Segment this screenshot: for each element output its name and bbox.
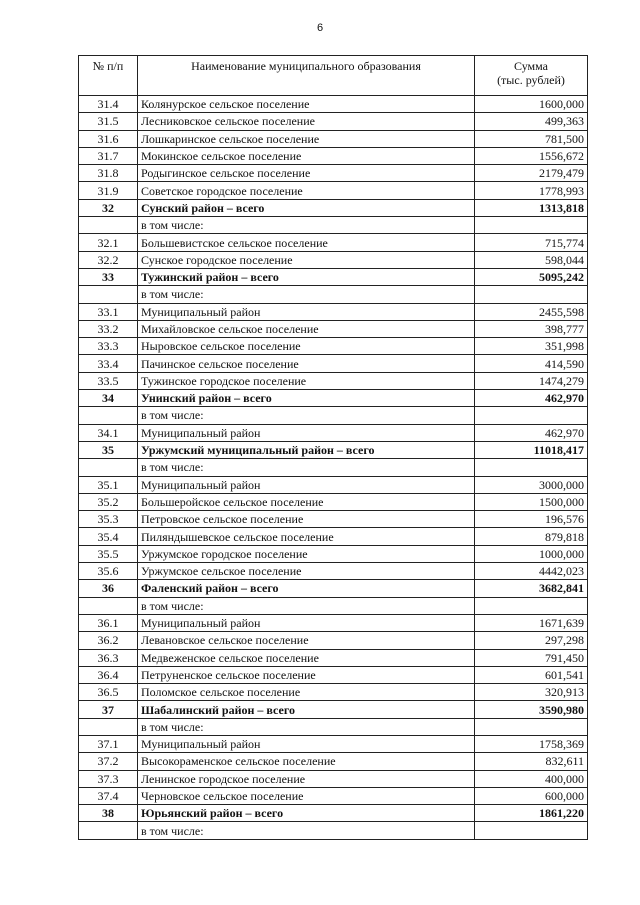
- row-sum: 781,500: [475, 130, 588, 147]
- header-sum-unit: (тыс. рублей): [497, 73, 565, 87]
- row-number: [79, 822, 138, 839]
- row-number: 31.6: [79, 130, 138, 147]
- table-row: [79, 632, 588, 649]
- row-sum: 5095,242: [475, 268, 588, 285]
- row-name: Муниципальный район: [138, 424, 475, 441]
- header-number: № п/п: [79, 56, 138, 96]
- table-row: [79, 649, 588, 666]
- row-name: Муниципальный район: [138, 735, 475, 752]
- row-name: Муниципальный район: [138, 614, 475, 631]
- table-row: [79, 372, 588, 389]
- row-sum: 351,998: [475, 338, 588, 355]
- row-sum: 400,000: [475, 770, 588, 787]
- row-sum: 791,450: [475, 649, 588, 666]
- row-name: Лошкаринское сельское поселение: [138, 130, 475, 147]
- row-name: в том числе:: [138, 822, 475, 839]
- table-row: [79, 407, 588, 424]
- row-sum: 2455,598: [475, 303, 588, 320]
- row-sum: [475, 597, 588, 614]
- table-row-total: [79, 701, 588, 718]
- row-number: [79, 459, 138, 476]
- row-number: 33.5: [79, 372, 138, 389]
- row-number: 31.5: [79, 113, 138, 130]
- row-name: Ныровское сельское поселение: [138, 338, 475, 355]
- row-name: Тужинский район – всего: [138, 268, 475, 285]
- row-name: Поломское сельское поселение: [138, 684, 475, 701]
- row-name: Унинский район – всего: [138, 390, 475, 407]
- row-number: 35.5: [79, 545, 138, 562]
- row-sum: 1500,000: [475, 493, 588, 510]
- table-row: [79, 563, 588, 580]
- row-sum: 1758,369: [475, 735, 588, 752]
- row-sum: [475, 217, 588, 234]
- row-number: [79, 407, 138, 424]
- row-number: 33.3: [79, 338, 138, 355]
- table-row: [79, 113, 588, 130]
- table-row: [79, 130, 588, 147]
- row-sum: 3590,980: [475, 701, 588, 718]
- row-name: Большеройское сельское поселение: [138, 493, 475, 510]
- header-sum-title: Сумма: [514, 59, 548, 73]
- table-row: [79, 251, 588, 268]
- table-row: [79, 182, 588, 199]
- table-row: [79, 753, 588, 770]
- table-row: [79, 822, 588, 839]
- row-number: 33: [79, 268, 138, 285]
- row-name: в том числе:: [138, 407, 475, 424]
- table-row-total: [79, 441, 588, 458]
- row-name: Михайловское сельское поселение: [138, 320, 475, 337]
- row-number: 35.6: [79, 563, 138, 580]
- row-name: Пачинское сельское поселение: [138, 355, 475, 372]
- row-sum: 879,818: [475, 528, 588, 545]
- row-sum: 297,298: [475, 632, 588, 649]
- row-sum: [475, 286, 588, 303]
- row-number: 34.1: [79, 424, 138, 441]
- row-name: Сунский район – всего: [138, 199, 475, 216]
- row-number: [79, 217, 138, 234]
- table-row: [79, 165, 588, 182]
- row-number: 35.1: [79, 476, 138, 493]
- row-sum: 320,913: [475, 684, 588, 701]
- row-name: в том числе:: [138, 597, 475, 614]
- row-number: 38: [79, 805, 138, 822]
- table-row: [79, 96, 588, 113]
- row-sum: 715,774: [475, 234, 588, 251]
- row-name: Левановское сельское поселение: [138, 632, 475, 649]
- table-row-total: [79, 580, 588, 597]
- table-row: [79, 424, 588, 441]
- row-name: Колянурское сельское поселение: [138, 96, 475, 113]
- header-sum: [475, 56, 588, 96]
- row-sum: 1671,639: [475, 614, 588, 631]
- row-sum: 3000,000: [475, 476, 588, 493]
- row-number: 37.2: [79, 753, 138, 770]
- row-sum: [475, 407, 588, 424]
- row-sum: 1861,220: [475, 805, 588, 822]
- row-name: Ленинское городское поселение: [138, 770, 475, 787]
- table-row: [79, 338, 588, 355]
- row-name: Высокораменское сельское поселение: [138, 753, 475, 770]
- row-name: Сунское городское поселение: [138, 251, 475, 268]
- row-name: в том числе:: [138, 459, 475, 476]
- table-row: [79, 684, 588, 701]
- row-sum: 1313,818: [475, 199, 588, 216]
- row-sum: 2179,479: [475, 165, 588, 182]
- row-number: 36.5: [79, 684, 138, 701]
- row-name: Большевистское сельское поселение: [138, 234, 475, 251]
- table-row: [79, 320, 588, 337]
- row-name: Мокинское сельское поселение: [138, 147, 475, 164]
- row-number: 37.1: [79, 735, 138, 752]
- row-number: 36.3: [79, 649, 138, 666]
- row-sum: 462,970: [475, 390, 588, 407]
- row-sum: 414,590: [475, 355, 588, 372]
- table-row: [79, 459, 588, 476]
- row-sum: 196,576: [475, 511, 588, 528]
- row-sum: 1000,000: [475, 545, 588, 562]
- table-body: [79, 96, 588, 840]
- table-row: [79, 735, 588, 752]
- row-number: 35.3: [79, 511, 138, 528]
- row-sum: 1600,000: [475, 96, 588, 113]
- table-row-total: [79, 805, 588, 822]
- table-row: [79, 476, 588, 493]
- row-name: Тужинское городское поселение: [138, 372, 475, 389]
- row-number: 36.2: [79, 632, 138, 649]
- table-row: [79, 303, 588, 320]
- row-name: Фаленский район – всего: [138, 580, 475, 597]
- row-name: Родыгинское сельское поселение: [138, 165, 475, 182]
- row-name: Черновское сельское поселение: [138, 787, 475, 804]
- row-number: 37: [79, 701, 138, 718]
- row-sum: 4442,023: [475, 563, 588, 580]
- row-name: Уржумское городское поселение: [138, 545, 475, 562]
- row-name: Советское городское поселение: [138, 182, 475, 199]
- table-row: [79, 234, 588, 251]
- row-name: Муниципальный район: [138, 303, 475, 320]
- row-number: 31.4: [79, 96, 138, 113]
- table-row: [79, 355, 588, 372]
- row-number: 35: [79, 441, 138, 458]
- row-number: 37.4: [79, 787, 138, 804]
- row-sum: 600,000: [475, 787, 588, 804]
- row-sum: 1474,279: [475, 372, 588, 389]
- row-number: 36: [79, 580, 138, 597]
- row-name: Пиляндышевское сельское поселение: [138, 528, 475, 545]
- header-name: Наименование муниципального образования: [138, 56, 475, 96]
- table-row: [79, 493, 588, 510]
- table-row: [79, 718, 588, 735]
- row-sum: [475, 822, 588, 839]
- row-number: 31.7: [79, 147, 138, 164]
- row-name: Петруненское сельское поселение: [138, 666, 475, 683]
- row-name: Юрьянский район – всего: [138, 805, 475, 822]
- row-number: [79, 718, 138, 735]
- table-row-total: [79, 268, 588, 285]
- row-name: в том числе:: [138, 217, 475, 234]
- row-name: Уржумское сельское поселение: [138, 563, 475, 580]
- row-sum: 3682,841: [475, 580, 588, 597]
- row-sum: [475, 459, 588, 476]
- row-sum: 1778,993: [475, 182, 588, 199]
- row-number: 34: [79, 390, 138, 407]
- row-number: 32: [79, 199, 138, 216]
- table-row: [79, 597, 588, 614]
- row-sum: 398,777: [475, 320, 588, 337]
- row-sum: 462,970: [475, 424, 588, 441]
- row-name: Шабалинский район – всего: [138, 701, 475, 718]
- row-name: в том числе:: [138, 286, 475, 303]
- table-row: [79, 217, 588, 234]
- table-row-total: [79, 390, 588, 407]
- row-sum: 1556,672: [475, 147, 588, 164]
- table-row: [79, 770, 588, 787]
- table-row: [79, 286, 588, 303]
- row-name: Муниципальный район: [138, 476, 475, 493]
- row-number: [79, 597, 138, 614]
- row-number: 33.2: [79, 320, 138, 337]
- row-number: 37.3: [79, 770, 138, 787]
- row-number: 31.9: [79, 182, 138, 199]
- row-number: 32.2: [79, 251, 138, 268]
- row-sum: 11018,417: [475, 441, 588, 458]
- table-row: [79, 614, 588, 631]
- row-name: Медвеженское сельское поселение: [138, 649, 475, 666]
- row-number: 33.1: [79, 303, 138, 320]
- row-sum: [475, 718, 588, 735]
- row-sum: 499,363: [475, 113, 588, 130]
- table-row: [79, 511, 588, 528]
- row-name: Петровское сельское поселение: [138, 511, 475, 528]
- row-number: 31.8: [79, 165, 138, 182]
- page-number: 6: [316, 22, 324, 34]
- row-number: 35.2: [79, 493, 138, 510]
- row-sum: 598,044: [475, 251, 588, 268]
- row-number: [79, 286, 138, 303]
- row-sum: 601,541: [475, 666, 588, 683]
- row-number: 36.1: [79, 614, 138, 631]
- row-number: 35.4: [79, 528, 138, 545]
- table-row: [79, 787, 588, 804]
- budget-table: [78, 55, 588, 840]
- row-number: 33.4: [79, 355, 138, 372]
- table-row: [79, 528, 588, 545]
- table-row: [79, 545, 588, 562]
- row-number: 36.4: [79, 666, 138, 683]
- row-number: 32.1: [79, 234, 138, 251]
- row-name: Уржумский муниципальный район – всего: [138, 441, 475, 458]
- table-row-total: [79, 199, 588, 216]
- table-header-row: [79, 56, 588, 96]
- table-row: [79, 147, 588, 164]
- table-row: [79, 666, 588, 683]
- row-name: в том числе:: [138, 718, 475, 735]
- row-sum: 832,611: [475, 753, 588, 770]
- row-name: Лесниковское сельское поселение: [138, 113, 475, 130]
